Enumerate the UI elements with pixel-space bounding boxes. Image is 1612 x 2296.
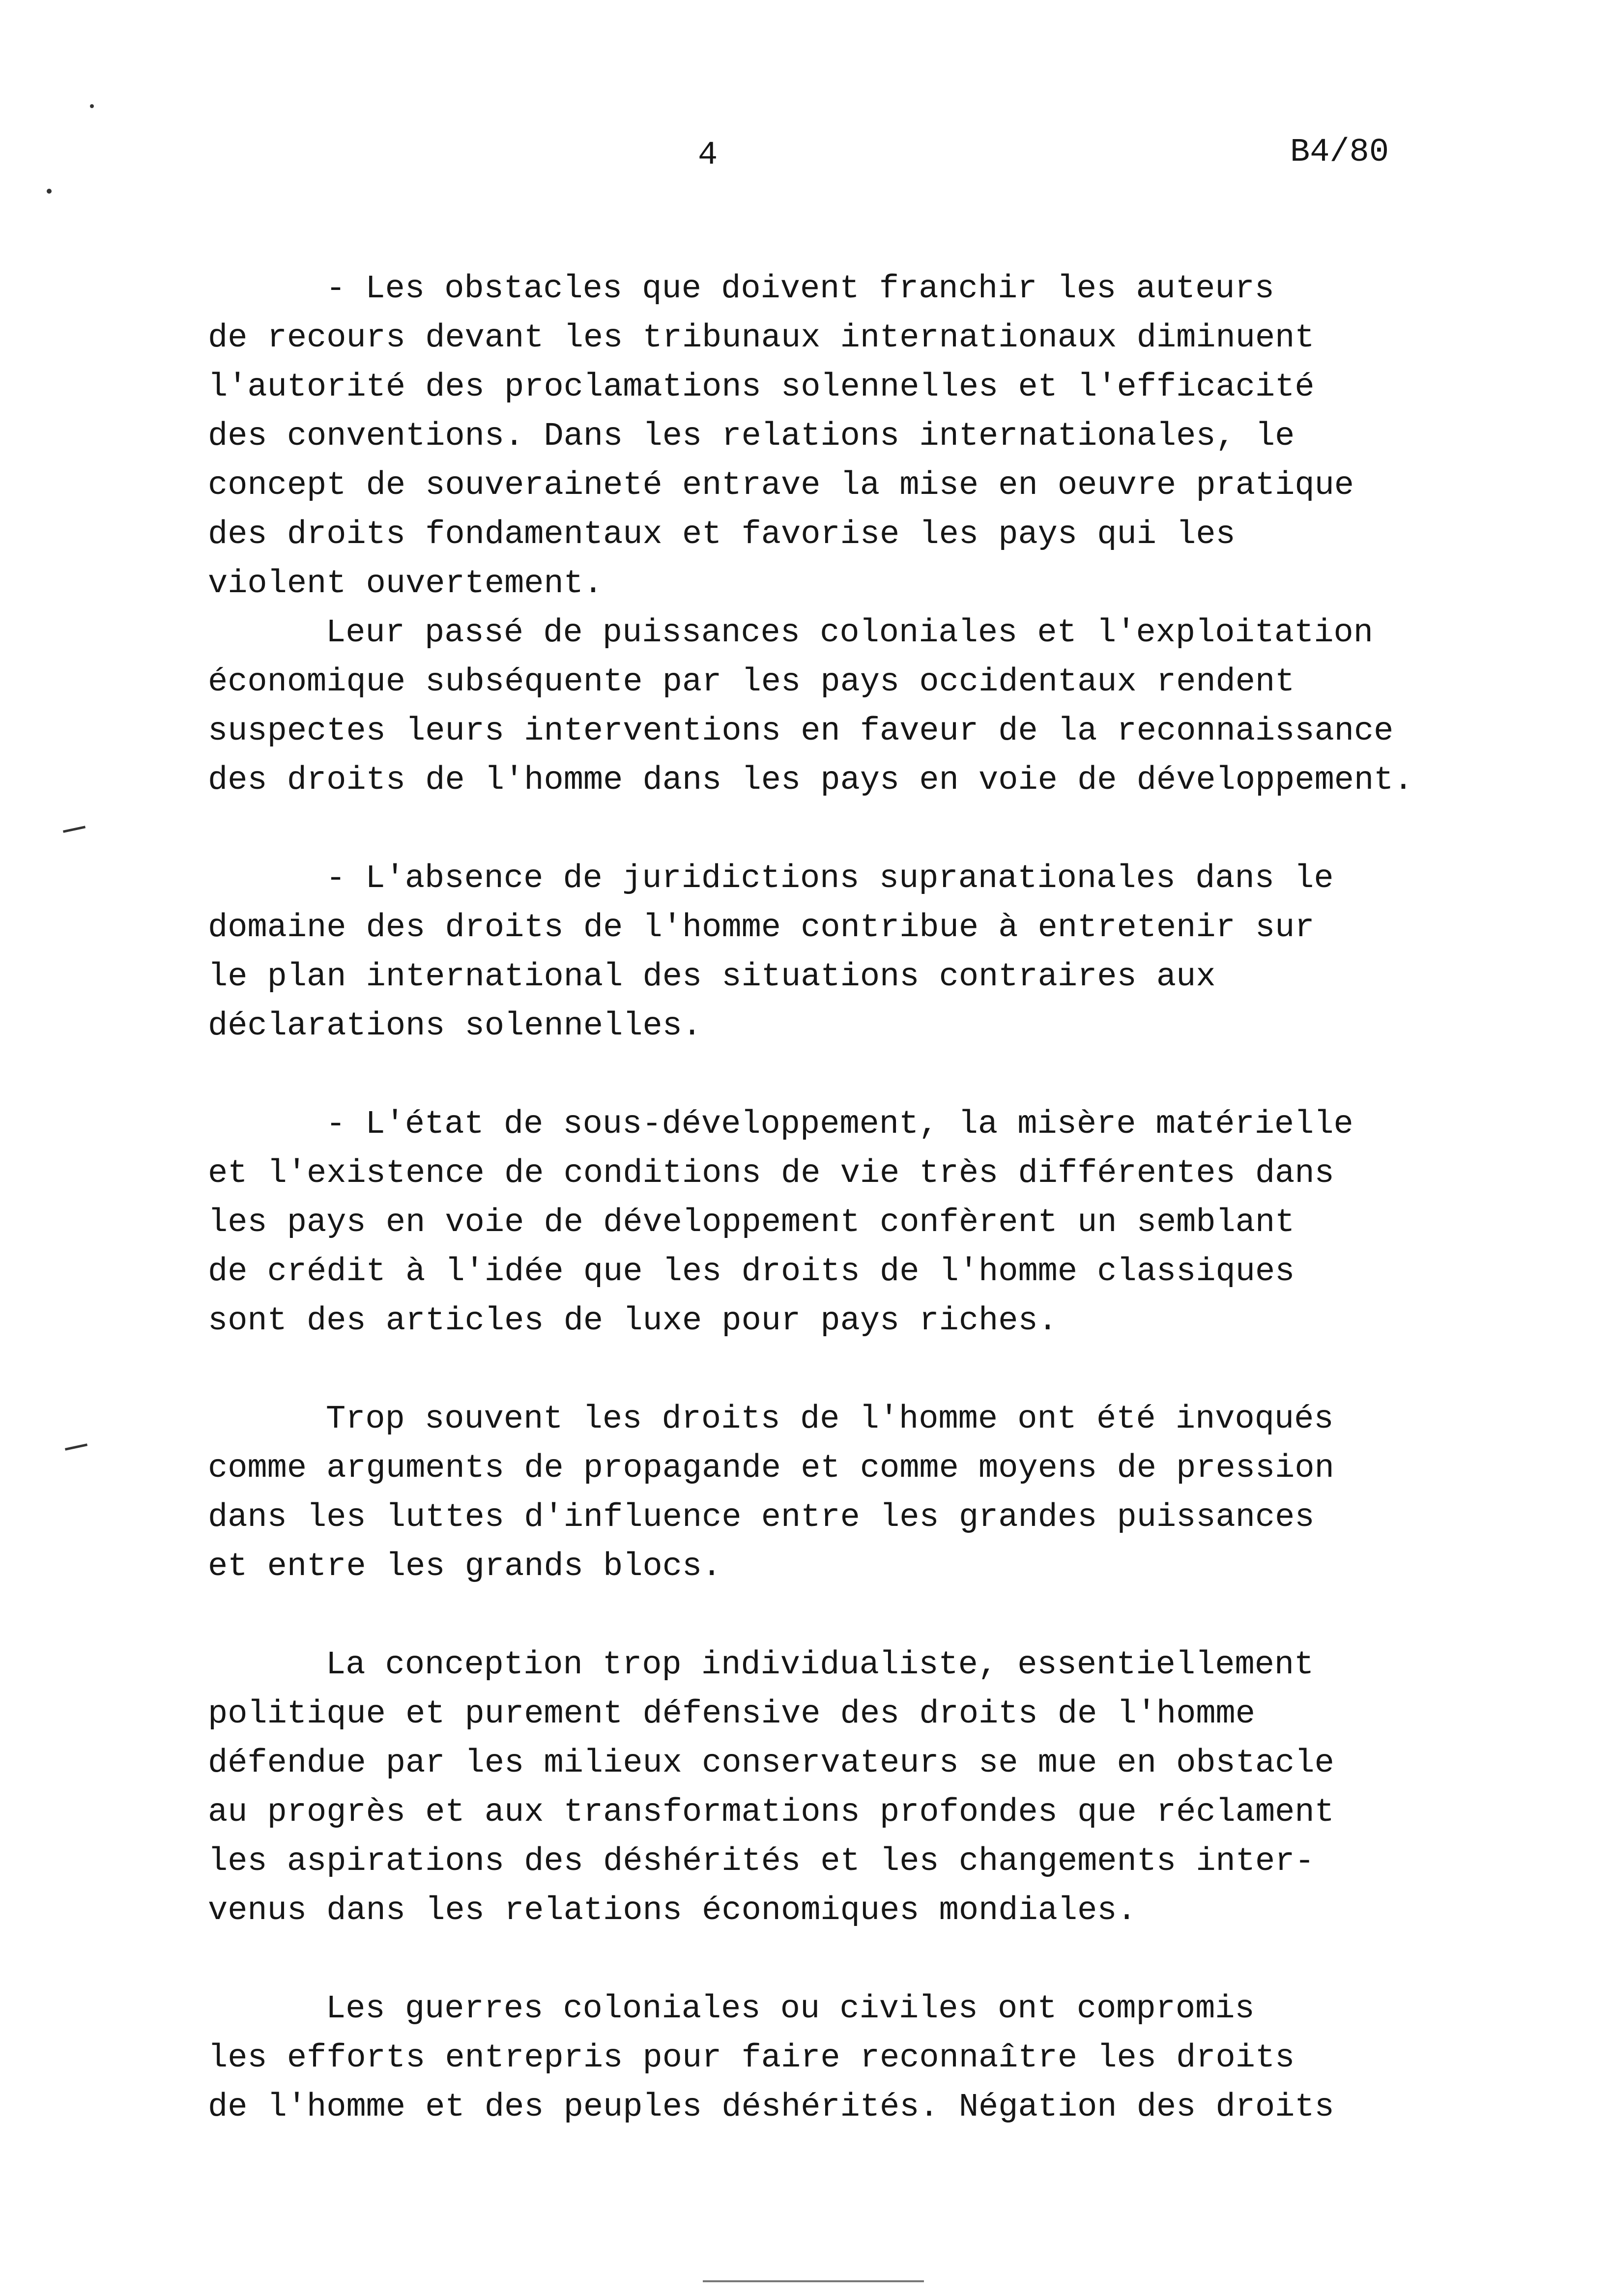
text-line: violent ouvertement.	[208, 565, 604, 603]
text-line: venus dans les relations économiques mondiales.	[208, 1892, 1137, 1929]
text-line: concept de souveraineté entrave la mise en oeuvre pratique	[208, 467, 1354, 504]
text-line: des conventions. Dans les relations internationales, le	[208, 418, 1295, 455]
text-line: de crédit à l'idée que les droits de l'homme classiques	[208, 1253, 1295, 1291]
text-line: économique subséquente par les pays occidentaux rendent	[208, 663, 1295, 701]
text-line: - L'état de sous-développement, la misère matérielle	[326, 1106, 1353, 1143]
text-line: les aspirations des déshérités et les changements inter-	[208, 1843, 1315, 1880]
paragraph-colonial-past	[208, 608, 1535, 805]
scan-speck	[90, 104, 94, 108]
margin-mark	[63, 826, 86, 832]
text-line: - Les obstacles que doivent franchir les auteurs	[326, 270, 1274, 308]
text-line: Trop souvent les droits de l'homme ont été invoqués	[326, 1401, 1334, 1438]
paragraph-jurisdictions	[208, 854, 1535, 1051]
text-line: l'autorité des proclamations solennelles et l'efficacité	[208, 369, 1315, 406]
page-number: 4	[698, 137, 718, 174]
text-line: au progrès et aux transformations profondes que réclament	[208, 1794, 1334, 1831]
paragraph-wars	[208, 1984, 1535, 2132]
margin-mark	[65, 1443, 87, 1450]
text-line: - L'absence de juridictions supranationales dans le	[326, 860, 1334, 897]
text-line: défendue par les milieux conservateurs se mue en obstacle	[208, 1745, 1334, 1782]
text-line: domaine des droits de l'homme contribue à entretenir sur	[208, 909, 1315, 947]
text-line: des droits fondamentaux et favorise les pays qui les	[208, 516, 1236, 553]
text-line: déclarations solennelles.	[208, 1007, 702, 1045]
text-line: les pays en voie de développement confèrent un semblant	[208, 1204, 1295, 1241]
text-line: Les guerres coloniales ou civiles ont compromis	[326, 1990, 1255, 2028]
paragraph-underdevelopment	[208, 1100, 1535, 1346]
text-line: sont des articles de luxe pour pays riches.	[208, 1302, 1058, 1340]
text-line: Leur passé de puissances coloniales et l'exploitation	[326, 614, 1373, 652]
scan-speck	[47, 189, 52, 194]
text-line: de recours devant les tribunaux internationaux diminuent	[208, 319, 1315, 357]
text-line: dans les luttes d'influence entre les grandes puissances	[208, 1499, 1315, 1536]
text-line: suspectes leurs interventions en faveur de la reconnaissance	[208, 713, 1394, 750]
text-line: les efforts entrepris pour faire reconnaître les droits	[208, 2039, 1295, 2077]
text-line: des droits de l'homme dans les pays en voie de développement.	[208, 762, 1413, 799]
text-line: et entre les grands blocs.	[208, 1548, 722, 1585]
text-line: le plan international des situations contraires aux	[208, 958, 1216, 996]
bottom-edge-line	[703, 2280, 924, 2282]
document-reference: B4/80	[1290, 134, 1389, 171]
paragraph-propaganda	[208, 1395, 1535, 1591]
paragraph-individualist-conception	[208, 1640, 1535, 1935]
text-line: comme arguments de propagande et comme moyens de pression	[208, 1450, 1334, 1487]
paragraph-obstacles	[208, 264, 1535, 608]
text-line: de l'homme et des peuples déshérités. Négation des droits	[208, 2089, 1334, 2126]
text-line: politique et purement défensive des droits de l'homme	[208, 1695, 1255, 1733]
text-line: et l'existence de conditions de vie très différentes dans	[208, 1155, 1334, 1192]
text-line: La conception trop individualiste, essentiellement	[326, 1646, 1314, 1684]
document-body	[208, 264, 1535, 2132]
